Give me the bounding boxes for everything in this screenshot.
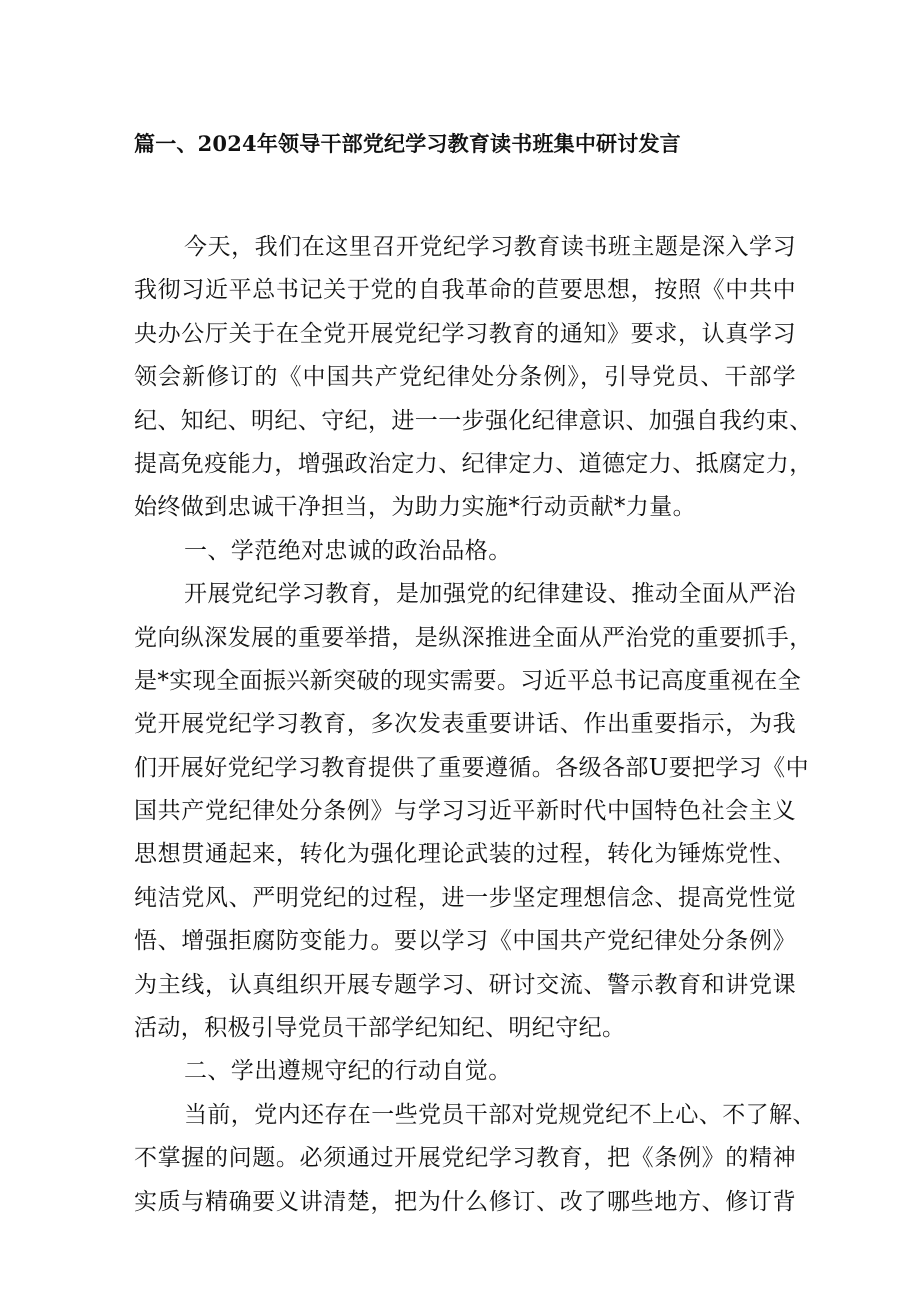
paragraph-line: 我彻习近平总书记关于党的自我革命的苣要思想，按照《中共中 [134,277,796,304]
paragraph-line: 活动，积极引导党员干部学纪知纪、明纪守纪。 [134,1015,626,1042]
paragraph-line: 今天，我们在这里召开党纪学习教育读书班主题是深入学习 [184,234,796,260]
paragraph-line: 当前，党内还存在一些党员干部对党规党纪不上心、不了解、 [184,1101,816,1128]
paragraph-line: 实质与精确要义讲清楚，把为什么修订、改了哪些地方、修订背 [134,1188,796,1215]
document-body [134,226,816,1224]
paragraph-line: 悟、增强拒腐防变能力。要以学习《中国共产党纪律处分条例》 [134,928,796,955]
paragraph-line: 们开展好党纪学习教育提供了重要遵循。各级各部U要把学习《中 [134,754,809,781]
paragraph-line: 不掌握的问题。必须通过开展党纪学习教育，把《条例》的精神 [134,1145,796,1172]
section-heading: 二、学出遵规守纪的行动自觉。 [184,1058,512,1085]
paragraph-line: 思想贯通起来，转化为强化理论武装的过程，转化为锤炼党性、 [134,841,796,868]
paragraph-line: 开展党纪学习教育，是加强党的纪律建设、推动全面从严治 [184,581,796,608]
paragraph-line: 纪、知纪、明纪、守纪，进一一步强化纪律意识、加强自我约束、 [134,407,813,434]
document-title: 篇一、2024年领导干部党纪学习教育读书班集中研讨发言 [134,131,681,156]
paragraph-line: 央办公厅关于在全党开展党纪学习教育的通知》要求，认真学习 [134,320,796,347]
paragraph-line: 领会新修订的《中国共产党纪律处分条例》，引导党员、干部学 [134,364,796,391]
paragraph-line: 国共产党纪律处分条例》与学习习近平新时代中国特色社会主义 [134,798,796,825]
paragraph-line: 为主线，认真组织开展专题学习、研讨交流、警示教育和讲党课 [134,971,796,998]
paragraph-line: 提高免疫能力，增强政治定力、纪律定力、道德定力、抵腐定力， [134,450,813,477]
section-heading: 一、学范绝对忠诚的政治品格。 [184,537,512,564]
paragraph-line: 纯洁党风、严明党纪的过程，进一步坚定理想信念、提高党性觉 [134,884,796,911]
paragraph-line: 是*实现全面振兴新突破的现实需要。习近平总书记高度重视在全 [134,667,802,694]
paragraph-line: 始终做到忠诚干净担当，为助力实施*行动贡献*力量。 [134,494,696,521]
paragraph-line: 党向纵深发展的重要举措，是纵深推进全面从严治党的重要抓手， [134,624,813,651]
paragraph-line: 党开展党纪学习教育，多次发表重要讲话、作出重要指示，为我 [134,711,796,738]
